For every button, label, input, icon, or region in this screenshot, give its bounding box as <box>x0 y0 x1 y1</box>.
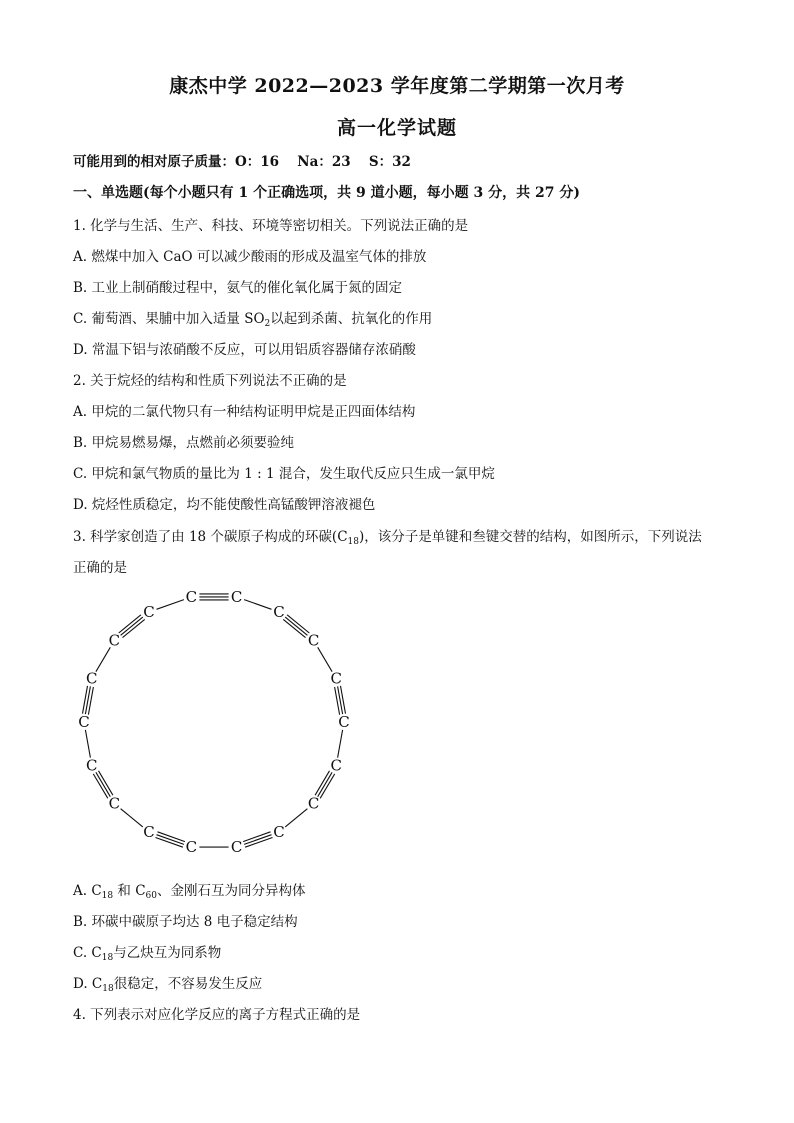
section1-heading: 一、单选题(每个小题只有 1 个正确选项，共 9 道小题，每小题 3 分，共 27 分) <box>73 185 580 201</box>
q2-stem: 2. 关于烷烃的结构和性质下列说法不正确的是 <box>73 373 347 389</box>
q3-stem <box>73 525 702 545</box>
q3-a-sub2: 60 <box>145 891 157 901</box>
carbon-atom-label: C <box>330 669 342 688</box>
q1-c-post: 以起到杀菌、抗氧化的作用 <box>270 311 433 327</box>
q3-d-sub: 18 <box>102 984 114 994</box>
single-bond-line <box>338 730 343 758</box>
q3-option-b: B. 环碳中碳原子均达 8 电子稳定结构 <box>73 914 298 930</box>
q3-d-pre: D. C <box>73 976 103 992</box>
single-bond-line <box>85 730 90 758</box>
triple-bond-line <box>99 771 113 795</box>
carbon-atom-label: C <box>143 823 155 841</box>
triple-bond-line <box>320 774 335 798</box>
carbon-atom-label: C <box>108 631 121 650</box>
triple-bond-line <box>285 617 307 635</box>
triple-bond-line <box>96 772 110 796</box>
single-bond-line <box>285 809 307 827</box>
carbon-atom-label: C <box>108 794 121 813</box>
q3-stem-line2: 正确的是 <box>73 560 127 576</box>
atomic-mass-line: 可能用到的相对原子质量：O：16 Na：23 S：32 <box>73 154 411 170</box>
carbon-atom-label: C <box>86 756 98 775</box>
q3-stem-post: )，该分子是单键和叁键交替的结构，如图所示，下列说法 <box>358 529 702 545</box>
q3-stem-sub: 18 <box>347 537 359 547</box>
q2-option-c: C. 甲烷和氯气物质的量比为 1 : 1 混合，发生取代反应只生成一氯甲烷 <box>73 466 495 482</box>
q1-c-sub: 2 <box>264 319 271 329</box>
triple-bond-line <box>119 615 141 633</box>
q1-option-c <box>73 307 432 327</box>
triple-bond-line <box>93 774 108 798</box>
q3-stem-pre: 3. 科学家创造了由 18 个碳原子构成的环碳(C <box>73 529 348 545</box>
q1-c-pre: C. 葡萄酒、果脯中加入适量 SO <box>73 311 265 327</box>
q1-option-d: D. 常温下铝与浓硝酸不反应，可以用铝质容器储存浓硝酸 <box>73 342 416 358</box>
exam-title: 康杰中学 2022—2023 学年度第二学期第一次月考 <box>169 75 625 97</box>
carbon-atom-label: C <box>78 713 90 731</box>
carbon-atom-label: C <box>307 794 320 813</box>
carbon-atom-label: C <box>273 823 285 841</box>
q3-d-post: 很稳定，不容易发生反应 <box>113 976 263 992</box>
q3-c-post: 与乙炔互为同系物 <box>113 945 222 961</box>
q2-option-a: A. 甲烷的二氯代物只有一种结构证明甲烷是正四面体结构 <box>73 404 416 420</box>
carbon-atom-label: C <box>338 713 350 731</box>
cyclocarbon-ring-diagram <box>0 575 794 875</box>
q4-stem: 4. 下列表示对应化学反应的离子方程式正确的是 <box>73 1007 361 1023</box>
ring-bonds <box>83 594 346 847</box>
single-bond-line <box>121 809 143 827</box>
q3-a-pre: A. C <box>73 883 102 899</box>
q1-stem: 1. 化学与生活、生产、科技、环境等密切相关。下列说法正确的是 <box>73 218 469 234</box>
carbon-atom-label: C <box>143 603 155 621</box>
q3-option-d <box>73 972 262 992</box>
single-bond-line <box>318 647 332 671</box>
q2-option-d: D. 烷烃性质稳定，均不能使酸性高锰酸钾溶液褪色 <box>73 497 376 513</box>
carbon-atom-label: C <box>185 838 198 857</box>
triple-bond-line <box>287 615 309 633</box>
triple-bond-line <box>123 619 145 637</box>
q3-c-sub: 18 <box>101 953 114 963</box>
carbon-atom-label: C <box>230 838 243 857</box>
exam-subtitle: 高一化学试题 <box>336 117 457 139</box>
q2-option-b: B. 甲烷易燃易爆，点燃前必须要验纯 <box>73 435 295 451</box>
triple-bond-line <box>315 771 329 795</box>
q1-option-a: A. 燃煤中加入 CaO 可以减少酸雨的形成及温室气体的排放 <box>73 249 427 265</box>
single-bond-line <box>244 600 271 610</box>
carbon-atom-label: C <box>307 631 320 650</box>
carbon-atom-label: C <box>330 756 342 775</box>
single-bond-line <box>96 647 110 671</box>
q3-option-a <box>73 879 306 899</box>
ring-atoms <box>78 588 349 856</box>
carbon-atom-label: C <box>185 587 198 606</box>
single-bond-line <box>157 600 184 610</box>
triple-bond-line <box>283 619 305 637</box>
carbon-atom-label: C <box>273 603 285 621</box>
q3-a-post: 、金刚石互为同分异构体 <box>157 883 306 899</box>
q3-option-c <box>73 941 221 961</box>
carbon-atom-label: C <box>86 669 98 688</box>
q3-a-sub1: 18 <box>101 891 114 901</box>
q3-a-mid: 和 C <box>113 883 146 899</box>
carbon-atom-label: C <box>230 587 243 606</box>
triple-bond-line <box>318 772 332 796</box>
q1-option-b: B. 工业上制硝酸过程中，氨气的催化氧化属于氮的固定 <box>73 280 403 296</box>
q3-c-pre: C. C <box>73 945 102 961</box>
triple-bond-line <box>121 617 143 635</box>
